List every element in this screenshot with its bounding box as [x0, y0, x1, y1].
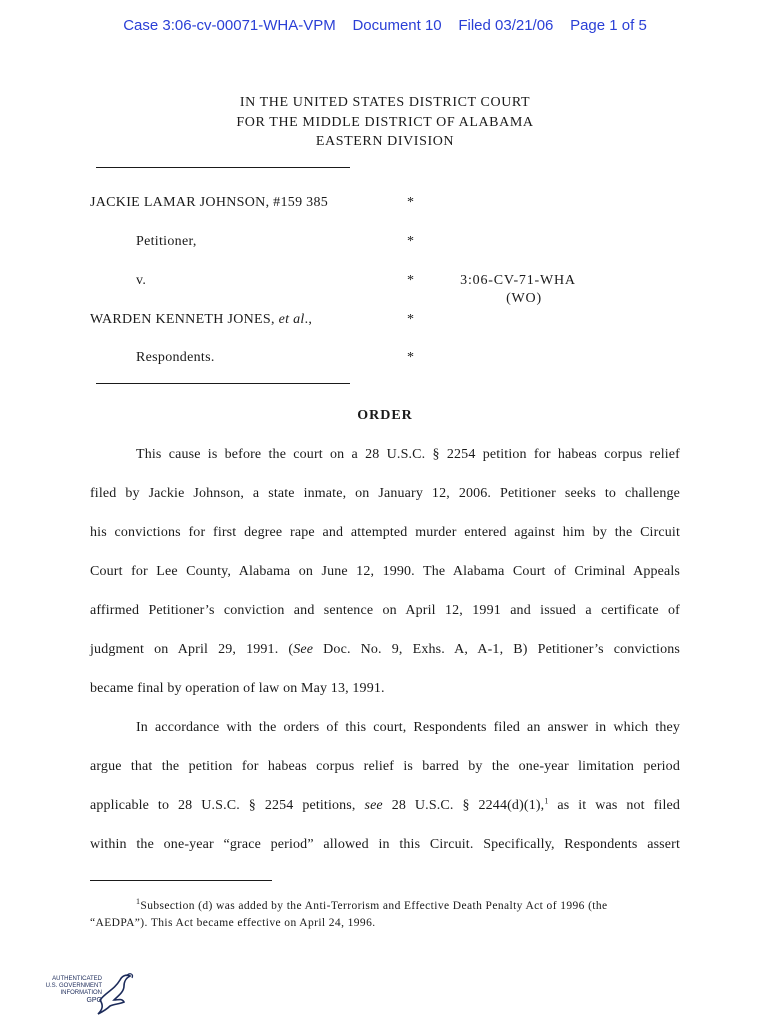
body-line-6	[90, 642, 680, 658]
body-line-10	[90, 798, 680, 814]
respondent-etal: et al	[278, 312, 305, 327]
case-suffix: (WO)	[506, 291, 542, 306]
caption-star-1: *	[407, 195, 414, 210]
court-line-1: IN THE UNITED STATES DISTRICT COURT	[239, 95, 531, 110]
body-line-8: In accordance with the orders of this court, Respondents filed an answer in which they	[136, 720, 680, 735]
footnote-mark: 1	[136, 897, 141, 907]
body-line-7: became final by operation of law on May 13, 1991.	[90, 681, 385, 696]
caption-bottom-rule	[96, 383, 350, 384]
caption-top-rule	[96, 167, 350, 168]
body-line-5: affirmed Petitioner’s conviction and sentence on April 12, 1991 and issued a certificate of	[90, 603, 680, 618]
filing-header	[0, 17, 770, 34]
body-line-11: within the one-year “grace period” allowed in this Circuit. Specifically, Respondents assert	[90, 837, 680, 852]
gpo-line-3: INFORMATION	[60, 990, 102, 996]
caption-star-2: *	[407, 234, 414, 249]
eagle-icon	[96, 970, 136, 1016]
body-line-10-c: as it was not filed	[548, 798, 681, 813]
gpo-line-4: GPO	[86, 997, 102, 1004]
body-line-6-see: See	[293, 642, 314, 657]
footnote-rule	[90, 880, 272, 881]
footnote-line-1	[136, 897, 608, 912]
respondent-comma: .,	[304, 312, 313, 327]
court-line-3: EASTERN DIVISION	[315, 134, 455, 149]
court-line-2: FOR THE MIDDLE DISTRICT OF ALABAMA	[236, 115, 534, 130]
respondent-name	[90, 312, 312, 328]
gpo-line-2: U.S. GOVERNMENT	[45, 983, 102, 989]
body-line-6-b: Doc. No. 9, Exhs. A, A-1, B) Petitioner’s convictions	[313, 642, 680, 657]
petitioner-role: Petitioner,	[136, 234, 197, 249]
petitioner-name: JACKIE LAMAR JOHNSON, #159 385	[90, 195, 329, 210]
versus: v.	[136, 273, 147, 288]
gpo-authentication-seal	[40, 970, 135, 1016]
respondent-role: Respondents.	[136, 350, 215, 365]
body-line-1: This cause is before the court on a 28 U.S.C. § 2254 petition for habeas corpus relief	[136, 447, 680, 462]
order-title: ORDER	[357, 408, 413, 423]
body-line-2: filed by Jackie Johnson, a state inmate, on January 12, 2006. Petitioner seeks to challenge	[90, 486, 680, 501]
header-case: Case 3:06-cv-00071-WHA-VPM	[123, 17, 336, 34]
footnote-ref[interactable]: 1	[544, 796, 549, 806]
body-line-10-see: see	[364, 798, 383, 813]
body-line-10-b: 28 U.S.C. § 2244(d)(1),	[382, 798, 545, 813]
case-number: 3:06-CV-71-WHA	[460, 273, 576, 288]
body-line-3: his convictions for first degree rape and attempted murder entered against him by the Circuit	[90, 525, 680, 540]
body-line-4: Court for Lee County, Alabama on June 12, 1990. The Alabama Court of Criminal Appeals	[90, 564, 680, 579]
header-filed: Filed 03/21/06	[458, 17, 554, 34]
body-line-9: argue that the petition for habeas corpus relief is barred by the one-year limitation period	[90, 759, 680, 774]
footnote-text-1: Subsection (d) was added by the Anti-Terrorism and Effective Death Penalty Act of 1996 (the	[140, 900, 608, 912]
header-page: Page 1 of 5	[570, 17, 647, 34]
gpo-line-1: AUTHENTICATED	[52, 976, 102, 982]
body-line-6-a: judgment on April 29, 1991. (	[90, 642, 294, 657]
caption-star-5: *	[407, 350, 414, 365]
respondent-name-text: WARDEN KENNETH JONES,	[90, 312, 279, 327]
caption-star-4: *	[407, 312, 414, 327]
caption-star-3: *	[407, 273, 414, 288]
body-line-10-a: applicable to 28 U.S.C. § 2254 petitions,	[90, 798, 365, 813]
header-document: Document 10	[352, 17, 442, 34]
footnote-line-2: “AEDPA”). This Act became effective on April 24, 1996.	[90, 917, 376, 929]
